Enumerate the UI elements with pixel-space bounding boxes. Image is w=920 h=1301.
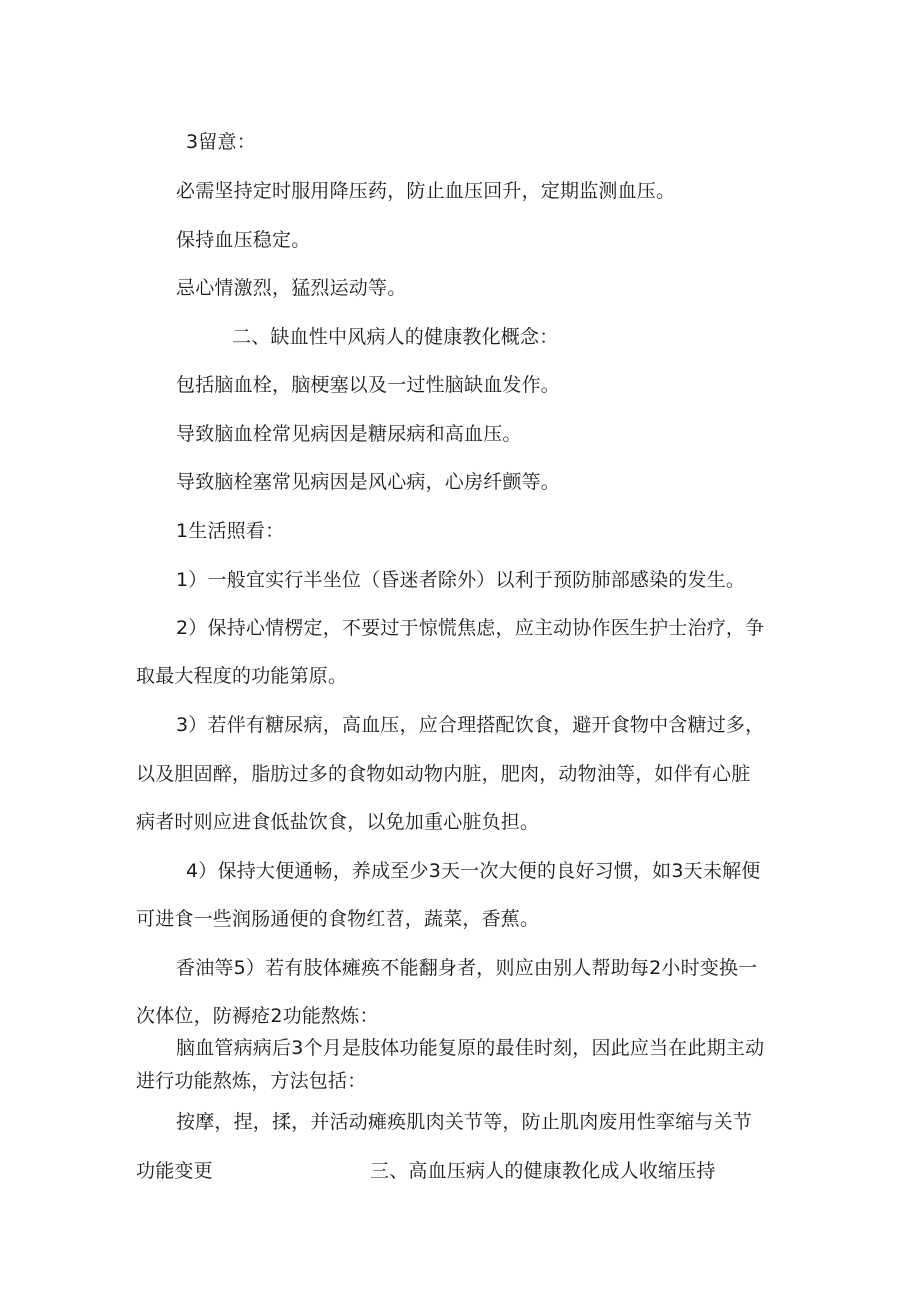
paragraph-line: 保持血压稳定。 xyxy=(176,229,311,251)
paragraph-line: 次体位，防褥疮2功能熬炼： xyxy=(136,1005,379,1027)
paragraph-line: 必需坚持定时服用降压药，防止血压回升，定期监测血压。 xyxy=(176,180,676,202)
paragraph-line: 进行功能熬炼，方法包括： xyxy=(136,1070,367,1092)
section-heading: 1生活照看： xyxy=(176,520,285,542)
paragraph-line: 以及胆固醉，脂肪过多的食物如动物内脏，肥肉，动物油等，如伴有心脏 xyxy=(136,763,751,785)
paragraph-line: 脑血管病病后3个月是肢体功能复原的最佳时刻，因此应当在此期主动 xyxy=(176,1037,765,1059)
paragraph-line: 可进食一些润肠通便的食物红苕，蔬菜，香蕉。 xyxy=(136,908,540,930)
paragraph-line: 香油等5）若有肢体瘫痪不能翻身者，则应由别人帮助每2小时变换一 xyxy=(176,957,758,979)
paragraph-line: 1）一般宜实行半坐位（昏迷者除外）以利于预防肺部感染的发生。 xyxy=(176,569,746,591)
paragraph-line: 导致脑栓塞常见病因是风心病，心房纤颤等。 xyxy=(176,471,561,493)
section-heading: 三、高血压病人的健康教化成人收缩压持 xyxy=(370,1160,716,1182)
section-heading: 3留意： xyxy=(186,131,256,153)
paragraph-line: 3）若伴有糖尿病，高血压，应合理搭配饮食，避开食物中含糖过多， xyxy=(176,714,765,736)
paragraph-line: 2）保持心情楞定，不要过于惊慌焦虑，应主动协作医生护士治疗，争 xyxy=(176,617,765,639)
paragraph-line: 导致脑血栓常见病因是糖尿病和高血压。 xyxy=(176,423,522,445)
paragraph-line: 病者时则应进食低盐饮食，以免加重心脏负担。 xyxy=(136,811,540,833)
section-heading: 二、缺血性中风病人的健康教化概念： xyxy=(232,326,559,348)
paragraph-line: 4）保持大便通畅，养成至少3天一次大便的良好习惯，如3天未解便 xyxy=(186,860,761,882)
paragraph-line: 功能变更 xyxy=(136,1160,213,1182)
paragraph-line: 取最大程度的功能第原。 xyxy=(136,665,348,687)
paragraph-line: 包括脑血栓，脑梗塞以及一过性脑缺血发作。 xyxy=(176,374,561,396)
paragraph-line: 忌心情激烈，猛烈运动等。 xyxy=(176,277,407,299)
paragraph-line: 按摩，捏，揉，并活动瘫痪肌肉关节等，防止肌肉废用性挛缩与关节 xyxy=(176,1111,753,1133)
